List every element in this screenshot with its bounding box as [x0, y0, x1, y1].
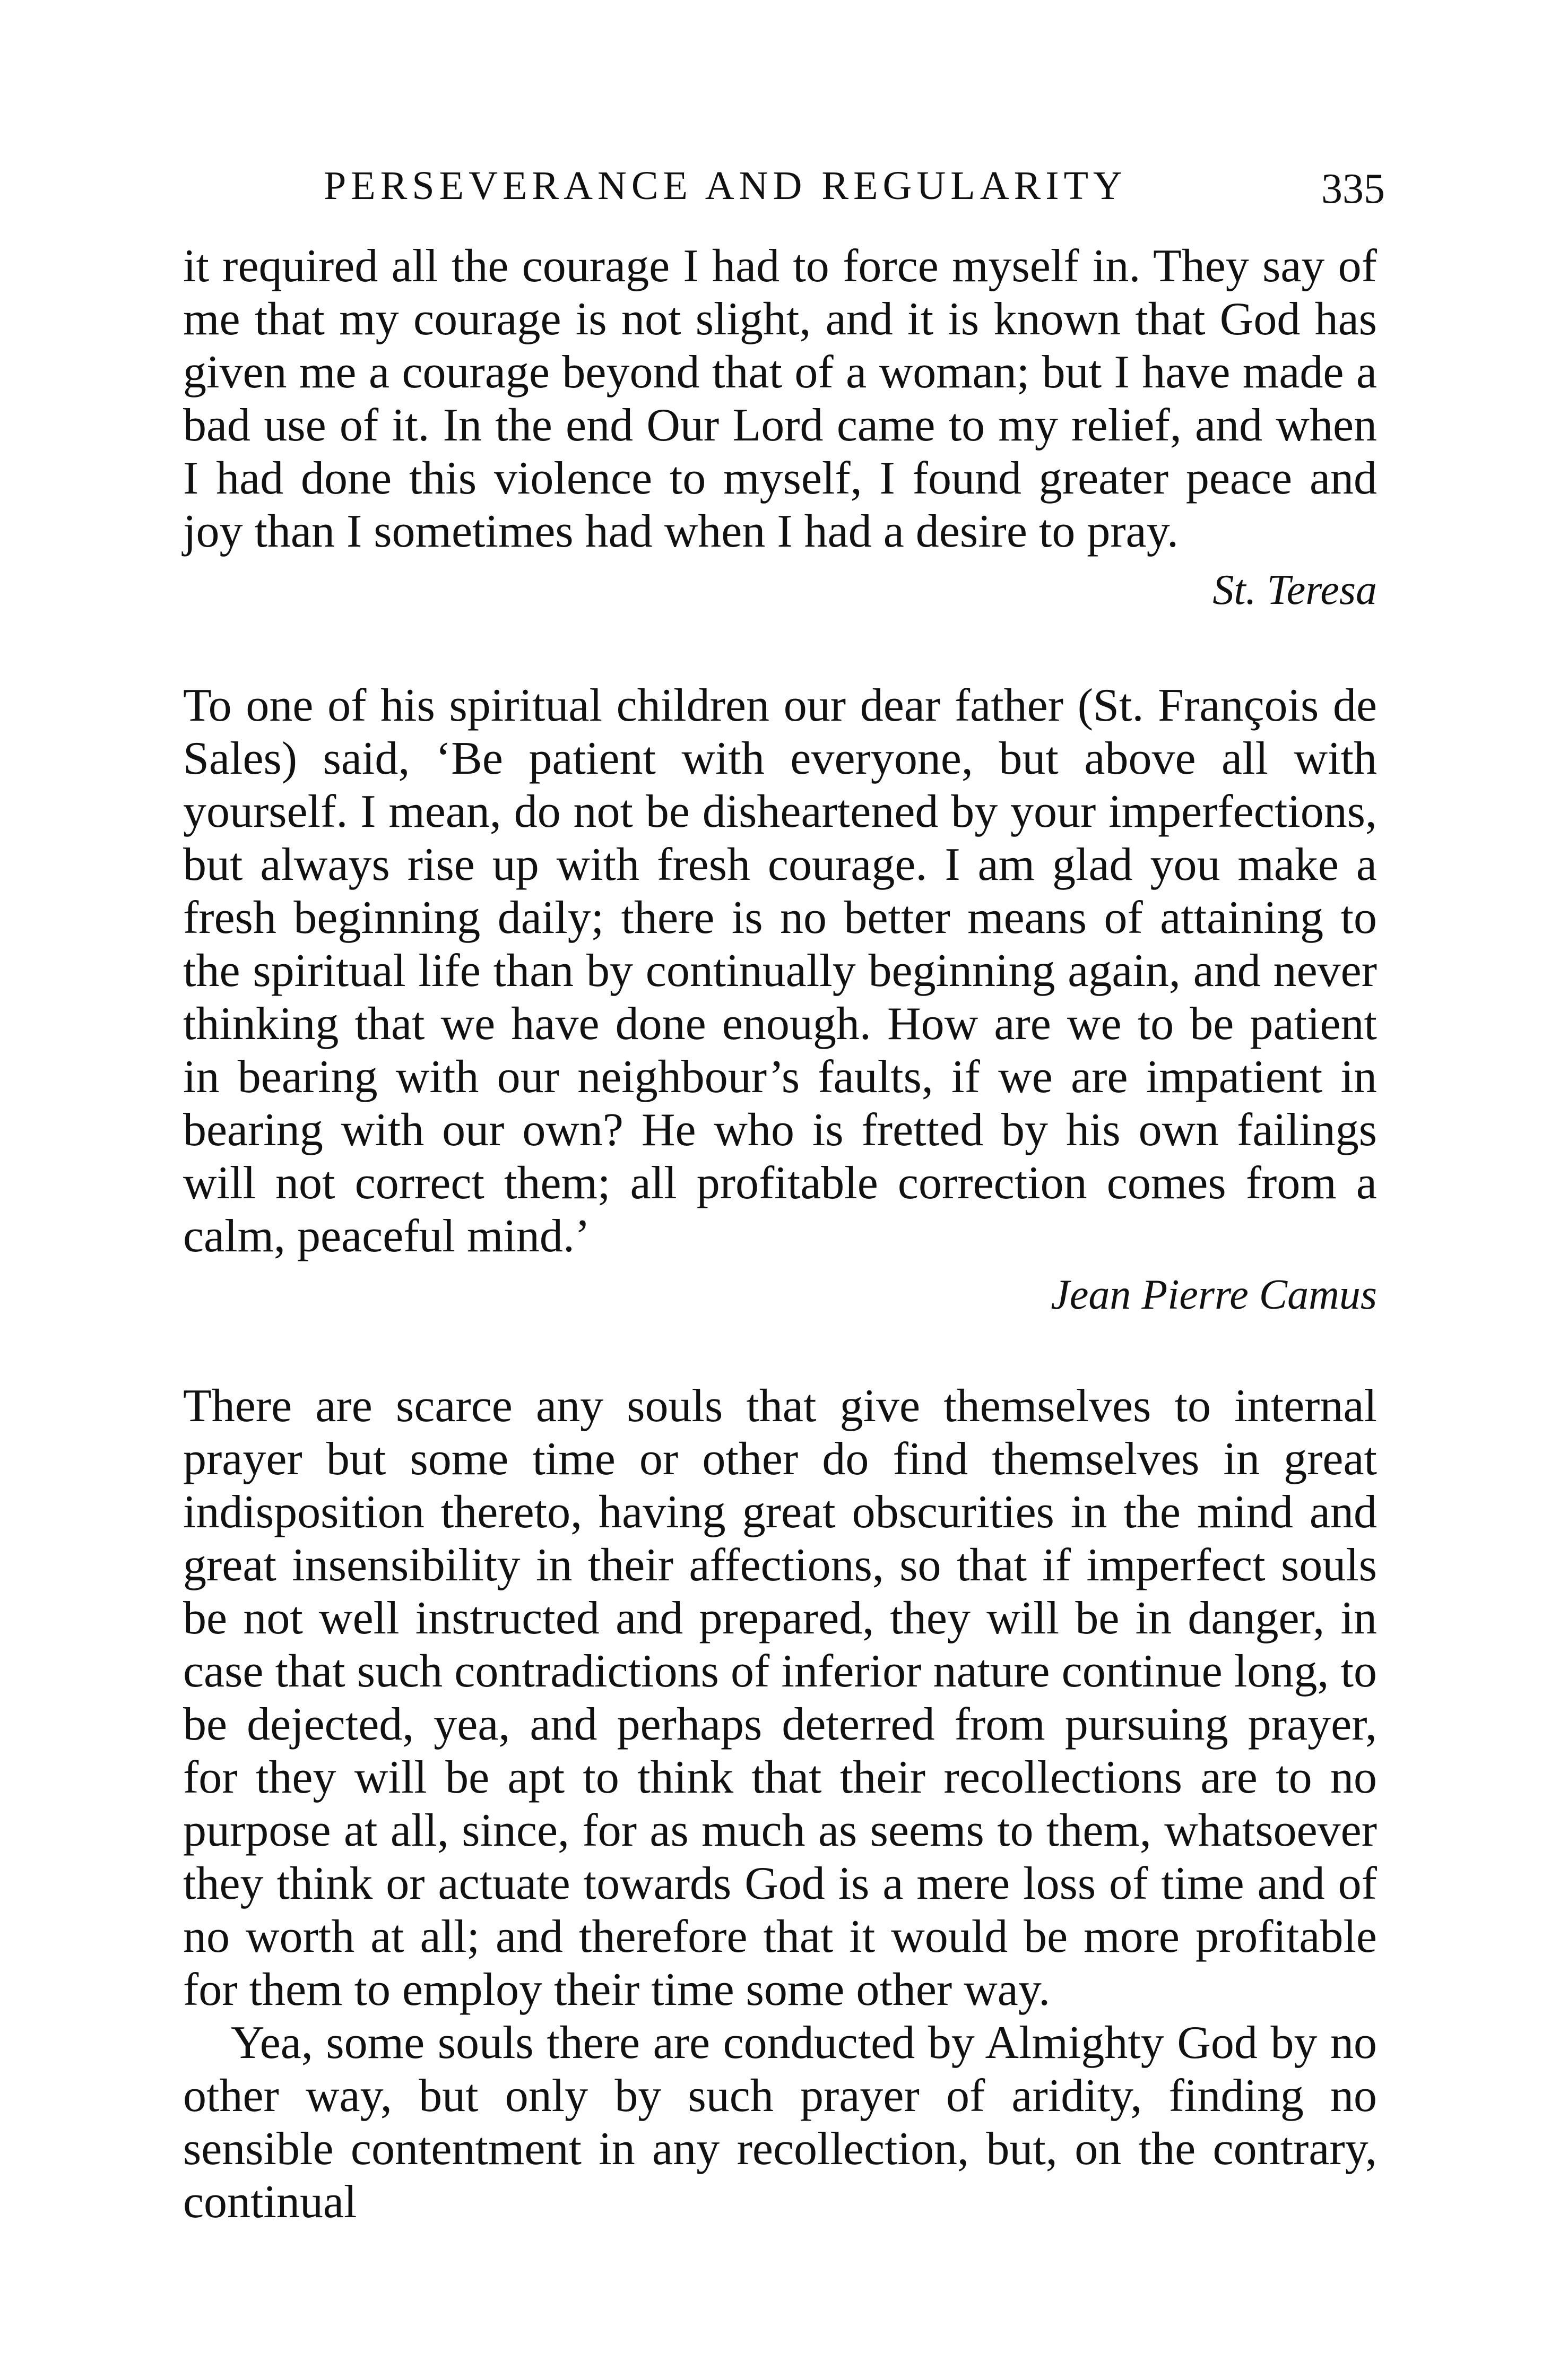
passage-st-teresa	[183, 240, 1377, 617]
running-title: PERSEVERANCE AND REGULARITY	[324, 163, 1127, 208]
page-number: 335	[1321, 166, 1385, 212]
passage-attribution: Jean Pierre Camus	[1051, 1272, 1377, 1318]
passage-internal-prayer	[183, 1380, 1377, 2229]
passage-paragraph: To one of his spiritual children our dear father (St. François de Sales) said, ‘Be patient with everyone, but above all with yourself. I mean, do not be disheartened by your imperfections, but always rise up with fresh courage. I am glad you make a fresh beginning daily; there is no better means of attaining to the spiritual life than by continually beginning again, and never thinking that we have done enough. How are we to be patient in bearing with our neighbour’s faults, if we are impatient in bearing with our own? He who is fretted by his own failings will not correct them; all profitable correction comes from a calm, peaceful mind.’	[183, 680, 1377, 1262]
passage-paragraph: it required all the courage I had to force myself in. They say of me that my courage is not slight, and it is known that God has given me a courage beyond that of a woman; but I have made a bad use of it. In the end Our Lord came to my relief, and when I had done this violence to myself, I found greater peace and joy than I sometimes had when I had a desire to pray.	[183, 240, 1377, 557]
passage-camus	[183, 679, 1377, 1321]
running-head	[183, 159, 1385, 218]
passage-paragraph: There are scarce any souls that give themselves to internal prayer but some time or other do find themselves in great indisposition thereto, having great obscurities in the mind and great insensibility in their affections, so that if imperfect souls be not well instructed and prepared, they will be in danger, in case that such contradictions of inferior nature continue long, to be dejected, yea, and perhaps deterred from pursuing prayer, for they will be apt to think that their recollections are to no purpose at all, since, for as much as seems to them, whatsoever they think or actuate towards God is a mere loss of time and of no worth at all; and therefore that it would be more profitable for them to employ their time some other way.	[183, 1380, 1377, 2016]
passage-attribution: St. Teresa	[1212, 567, 1377, 613]
passage-paragraph: Yea, some souls there are conducted by Almighty God by no other way, but only by such prayer of aridity, finding no sensible contentment in any recollection, but, on the contrary, continual	[183, 2017, 1377, 2228]
